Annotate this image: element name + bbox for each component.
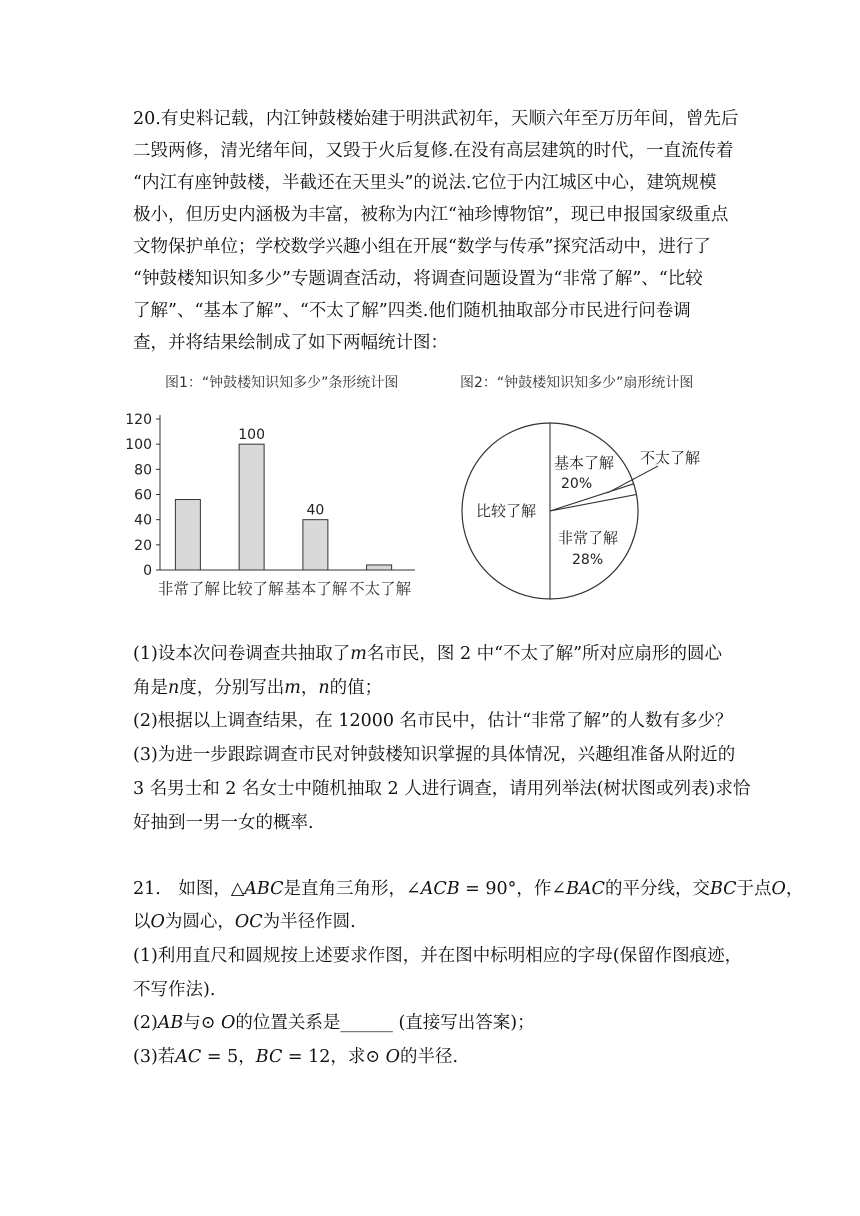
q21-part1-line2: 不写作法).: [133, 980, 216, 1000]
q20-part1-line1: (1)设本次问卷调查共抽取了m名市民，图 2 中“不太了解”所对应扇形的圆心: [133, 644, 723, 664]
q20-part3-line3: 好抽到一男一女的概率.: [133, 813, 314, 833]
y-tick-label: 60: [134, 487, 152, 504]
y-tick-label: 0: [143, 563, 152, 579]
category-label: 比较了解: [221, 580, 284, 598]
q20-line-2: 二毁两修，清光绪年间，又毁于火后复修.在没有高层建筑的时代，一直流传着: [133, 141, 734, 161]
pie-label-very: 非常了解: [558, 529, 619, 547]
pie-percent-basic: 20%: [561, 476, 593, 492]
y-tick-label: 120: [125, 412, 152, 428]
q20-line-5: 文物保护单位；学校数学兴趣小组在开展“数学与传承”探究活动中，进行了: [133, 237, 711, 257]
y-tick-label: 40: [134, 512, 152, 529]
y-tick-label: 100: [125, 437, 152, 454]
pie-percent-very: 28%: [572, 552, 604, 568]
bar: [367, 565, 392, 570]
q21-line2: 以O为圆心，OC为半径作圆.: [133, 912, 356, 932]
bar-data-label: 100: [238, 427, 265, 444]
y-tick-label: 80: [134, 462, 152, 479]
bar-chart: [120, 405, 430, 605]
bar: [239, 444, 264, 570]
q20-part1-line2: 角是n度，分别写出m，n的值；: [133, 678, 383, 698]
q20-line-4: 极小，但历史内涵极为丰富，被称为内江“袖珍博物馆”，现已申报国家级重点: [133, 205, 729, 225]
q20-line-8: 查，并将结果绘制成了如下两幅统计图：: [133, 333, 448, 353]
y-tick-label: 20: [134, 537, 152, 554]
category-label: 非常了解: [157, 580, 220, 598]
pie-label-comparative: 比较了解: [476, 502, 537, 520]
pie-label-basic: 基本了解: [554, 454, 615, 472]
q21-line1: 21. 如图，△ABC是直角三角形，∠ACB = 90°，作∠BAC的平分线，交BC于点O，: [133, 879, 804, 899]
q20-line-6: “钟鼓楼知识知多少”专题调查活动，将调查问题设置为“非常了解”、“比较: [133, 269, 703, 289]
q20-part3-line1: (3)为进一步跟踪调查市民对钟鼓楼知识掌握的具体情况，兴趣组准备从附近的: [133, 745, 736, 765]
category-label: 不太了解: [349, 580, 412, 598]
q20-part2: (2)根据以上调查结果，在 12000 名市民中，估计“非常了解”的人数有多少？: [133, 711, 733, 731]
q20-line-1: 20.有史料记载，内江钟鼓楼始建于明洪武初年，天顺六年至万历年间，曾先后: [133, 109, 739, 129]
q21-part3: (3)若AC = 5，BC = 12，求⊙ O的半径.: [133, 1047, 459, 1067]
q20-line-7: 了解”、“基本了解”、“不太了解”四类.他们随机抽取部分市民进行问卷调: [133, 301, 691, 321]
figure2-caption: 图2：“钟鼓楼知识知多少”扇形统计图: [460, 375, 694, 391]
pie-label-not-much: 不太了解: [640, 449, 701, 467]
bar: [303, 520, 328, 570]
bar-data-label: 40: [306, 502, 325, 519]
pie-chart: [450, 408, 740, 608]
category-label: 基本了解: [285, 580, 348, 598]
q21-part2: (2)AB与⊙ O的位置关系是______ (直接写出答案)；: [133, 1013, 535, 1033]
q20-line-3: “内江有座钟鼓楼，半截还在天里头”的说法.它位于内江城区中心，建筑规模: [133, 173, 717, 193]
q21-part1-line1: (1)利用直尺和圆规按上述要求作图，并在图中标明相应的字母(保留作图痕迹，: [133, 946, 743, 966]
bar: [175, 500, 200, 570]
figure1-caption: 图1：“钟鼓楼知识知多少”条形统计图: [165, 375, 399, 391]
q20-part3-line2: 3 名男士和 2 名女士中随机抽取 2 人进行调查，请用列举法(树状图或列表)求恰: [133, 779, 751, 799]
